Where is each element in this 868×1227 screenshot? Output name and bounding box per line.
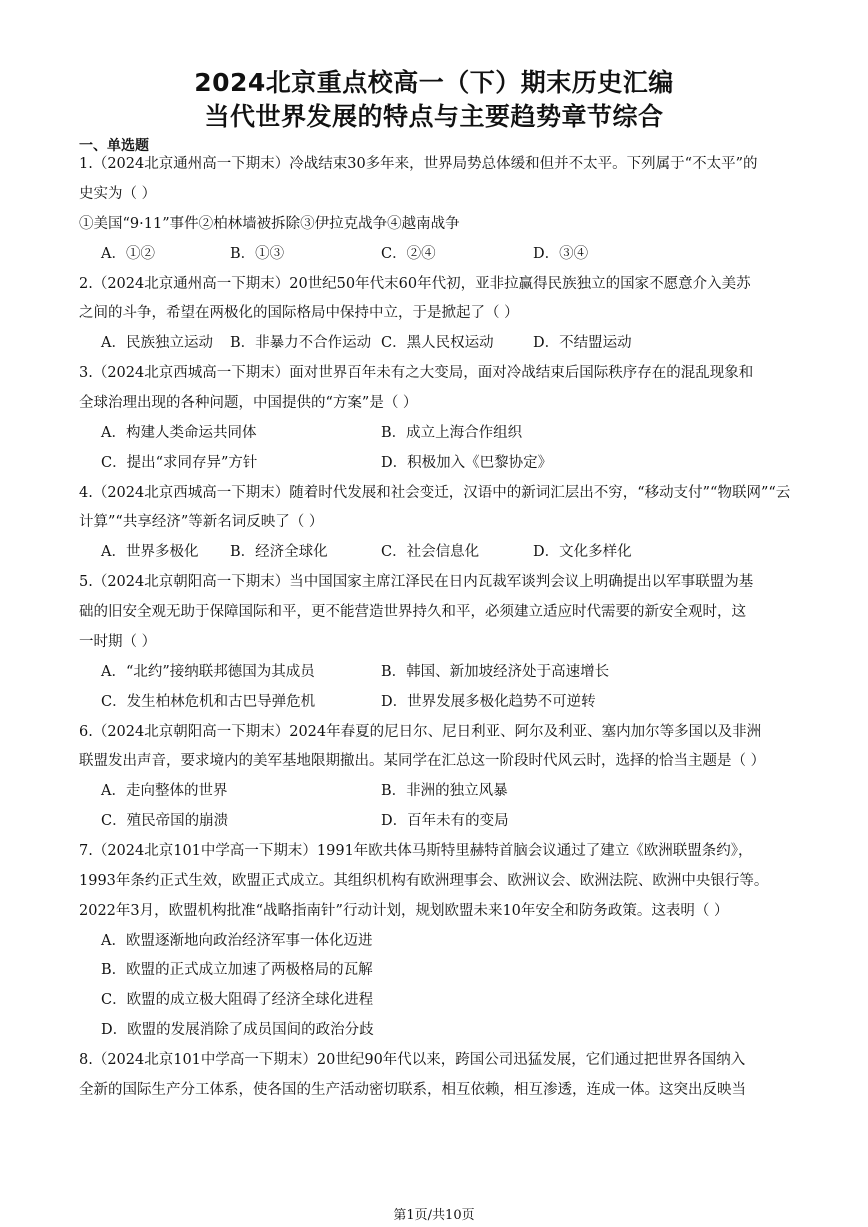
question-6-line-2: 联盟发出声音，要求境内的美军基地限期撤出。某同学在汇总这一阶段时代风云时，选择的恰当主题是（ ） xyxy=(79,753,766,769)
question-8-line-2: 全新的国际生产分工体系，使各国的生产活动密切联系，相互依赖，相互渗透，连成一体。这突出反映当 xyxy=(79,1082,746,1098)
question-3-line-1: 3.（2024北京西城高一下期末）面对世界百年未有之大变局，面对冷战结束后国际秩序存在的混乱现象和 xyxy=(79,365,754,381)
question-4-option-b[interactable]: B．经济全球化 xyxy=(230,544,328,560)
question-2-option-b[interactable]: B．非暴力不合作运动 xyxy=(230,335,372,351)
question-7-line-1: 7.（2024北京101中学高一下期末）1991年欧共体马斯特里赫特首脑会议通过了建立《欧洲联盟条约》， xyxy=(79,843,753,859)
question-2-line-1: 2.（2024北京通州高一下期末）20世纪50年代末60年代初，亚非拉赢得民族独立的国家不愿意介入美苏 xyxy=(79,276,751,292)
question-4-option-c[interactable]: C．社会信息化 xyxy=(381,544,480,560)
question-2-option-a[interactable]: A．民族独立运动 xyxy=(101,335,213,351)
question-6-option-d[interactable]: D．百年未有的变局 xyxy=(381,813,509,829)
question-7-line-2: 1993年条约正式生效，欧盟正式成立。其组织机构有欧洲理事会、欧洲议会、欧洲法院、欧洲中央银行等。 xyxy=(79,873,769,889)
question-7-line-3: 2022年3月，欧盟机构批准“战略指南针”行动计划，规划欧盟未来10年安全和防务政策。这表明（ ） xyxy=(79,903,729,919)
question-1-option-a[interactable]: A．①② xyxy=(101,246,155,262)
question-4-line-1: 4.（2024北京西城高一下期末）随着时代发展和社会变迁，汉语中的新词汇层出不穷，“移动支付”“物联网”“云 xyxy=(79,485,791,501)
question-7-option-a[interactable]: A．欧盟逐渐地向政治经济军事一体化迈进 xyxy=(101,933,373,949)
question-7-option-c[interactable]: C．欧盟的成立极大阻碍了经济全球化进程 xyxy=(101,992,374,1008)
question-3-option-d[interactable]: D．积极加入《巴黎协定》 xyxy=(381,455,553,471)
question-4-option-d[interactable]: D．文化多样化 xyxy=(533,544,632,560)
question-5-option-a[interactable]: A．“北约”接纳联邦德国为其成员 xyxy=(101,664,315,680)
question-5-option-b[interactable]: B．韩国、新加坡经济处于高速增长 xyxy=(381,664,610,680)
question-5-option-c[interactable]: C．发生柏林危机和古巴导弹危机 xyxy=(101,694,316,710)
question-1-line-2: 史实为（ ） xyxy=(79,186,157,202)
question-1-line-3: ①美国“9·11”事件②柏林墙被拆除③伊拉克战争④越南战争 xyxy=(79,216,460,232)
page-title: 2024北京重点校高一（下）期末历史汇编 xyxy=(194,68,674,97)
question-1-option-d[interactable]: D．③④ xyxy=(533,246,589,262)
question-1-option-c[interactable]: C．②④ xyxy=(381,246,436,262)
question-6-option-a[interactable]: A．走向整体的世界 xyxy=(101,783,228,799)
question-6-option-b[interactable]: B．非洲的独立风暴 xyxy=(381,783,508,799)
question-5-line-3: 一时期（ ） xyxy=(79,634,157,650)
question-3-option-a[interactable]: A．构建人类命运共同体 xyxy=(101,425,257,441)
question-3-option-b[interactable]: B．成立上海合作组织 xyxy=(381,425,523,441)
question-4-option-a[interactable]: A．世界多极化 xyxy=(101,544,199,560)
question-2-option-d[interactable]: D．不结盟运动 xyxy=(533,335,632,351)
question-3-option-c[interactable]: C．提出“求同存异”方针 xyxy=(101,455,258,471)
question-6-line-1: 6.（2024北京朝阳高一下期末）2024年春夏的尼日尔、尼日利亚、阿尔及利亚、塞内加尔等多国以及非洲 xyxy=(79,724,762,740)
question-4-line-2: 计算”“共享经济”等新名词反映了（ ） xyxy=(79,514,324,530)
page-subtitle: 当代世界发展的特点与主要趋势章节综合 xyxy=(204,102,664,131)
question-7-option-b[interactable]: B．欧盟的正式成立加速了两极格局的瓦解 xyxy=(101,962,373,978)
section-heading: 一、单选题 xyxy=(79,138,149,154)
question-5-line-2: 础的旧安全观无助于保障国际和平，更不能营造世界持久和平，必须建立适应时代需要的新安全观时，这 xyxy=(79,604,746,620)
page-number: 第1页/共10页 xyxy=(393,1208,475,1223)
question-3-line-2: 全球治理出现的各种问题，中国提供的“方案”是（ ） xyxy=(79,395,418,411)
question-6-option-c[interactable]: C．殖民帝国的崩溃 xyxy=(101,813,229,829)
question-2-line-2: 之间的斗争，希望在两极化的国际格局中保持中立，于是掀起了（ ） xyxy=(79,305,519,321)
question-2-option-c[interactable]: C．黑人民权运动 xyxy=(381,335,494,351)
question-1-line-1: 1.（2024北京通州高一下期末）冷战结束30多年来，世界局势总体缓和但并不太平。下列属于“不太平”的 xyxy=(79,156,758,172)
question-7-option-d[interactable]: D．欧盟的发展消除了成员国间的政治分歧 xyxy=(101,1022,374,1038)
question-5-line-1: 5.（2024北京朝阳高一下期末）当中国国家主席江泽民在日内瓦裁军谈判会议上明确提出以军事联盟为基 xyxy=(79,574,754,590)
question-5-option-d[interactable]: D．世界发展多极化趋势不可逆转 xyxy=(381,694,596,710)
question-1-option-b[interactable]: B．①③ xyxy=(230,246,285,262)
question-8-line-1: 8.（2024北京101中学高一下期末）20世纪90年代以来，跨国公司迅猛发展，它们通过把世界各国纳入 xyxy=(79,1052,746,1068)
